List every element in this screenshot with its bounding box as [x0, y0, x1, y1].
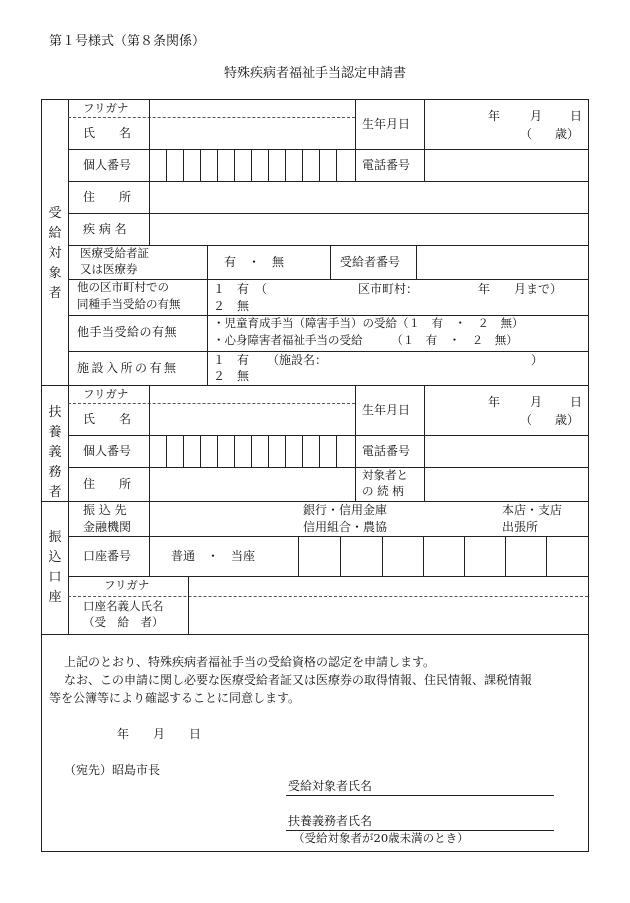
bank-institution-label-1: 振 込 先 [83, 503, 127, 517]
application-date[interactable]: 年 月 日 [117, 727, 202, 741]
guardian-sign-input[interactable] [390, 813, 550, 829]
recipient-disease-input[interactable] [154, 217, 582, 241]
declaration-line-1: 上記のとおり、特殊疾病者福祉手当の受給資格の認定を申請します。 [64, 655, 436, 669]
recipient-birth-year: 年 [488, 109, 501, 123]
bank-name-input[interactable] [154, 505, 294, 531]
guardian-age: 歳） [555, 413, 580, 427]
recipient-sign-label: 受給対象者氏名 [288, 779, 373, 793]
account-number-label: 口座番号 [83, 549, 132, 563]
facility-no[interactable]: ２ 無 [213, 369, 250, 383]
other-allowance-disability[interactable]: ・心身障害者福祉手当の受給 （１ 有 ・ ２ 無） [213, 333, 518, 347]
recipient-address-input[interactable] [154, 185, 582, 209]
guardian-address-label: 住 所 [83, 477, 132, 491]
facility-label: 施設入所の有無 [77, 361, 179, 375]
guardian-relation-label-2: の 続 柄 [362, 484, 404, 498]
guardian-phone-label: 電話番号 [362, 444, 411, 458]
recipient-furigana-label: フリガナ [83, 101, 129, 115]
recipient-birth-label: 生年月日 [362, 117, 411, 131]
guardian-phone-input[interactable] [430, 439, 582, 463]
guardian-birth-year: 年 [488, 395, 501, 409]
form-title: 特殊疾病者福祉手当認定申請書 [223, 66, 406, 81]
branch-type-2[interactable]: 出張所 [502, 520, 539, 534]
recipient-no-label: 受給者番号 [340, 255, 401, 269]
guardian-sign-note: （受給対象者が20歳未満のとき） [293, 831, 469, 845]
declaration-line-3: 等を公簿等により確認することに同意します。 [49, 691, 301, 705]
guardian-sign-label: 扶養義務者氏名 [288, 814, 373, 828]
guardian-birth-day: 日 [570, 395, 583, 409]
recipient-sign-input[interactable] [390, 778, 550, 794]
medical-cert-label-1: 医療受給者証 [80, 246, 149, 260]
bank-institution-label-2: 金融機関 [83, 520, 132, 534]
recipient-birth-month: 月 [530, 109, 543, 123]
other-allowance-label: 他手当受給の有無 [77, 325, 178, 339]
facility-yes[interactable]: １ 有 （施設名： [213, 353, 328, 367]
medical-cert-label-2: 又は医療券 [80, 262, 138, 276]
recipient-mynumber-label: 個人番号 [83, 158, 132, 172]
bank-type-1[interactable]: 銀行・信用金庫 [303, 503, 388, 517]
other-city-municipality: 区市町村： [358, 282, 419, 296]
recipient-name-label: 氏 名 [83, 126, 132, 140]
recipient-phone-label: 電話番号 [362, 158, 411, 172]
guardian-birth-month: 月 [530, 395, 543, 409]
recipient-phone-input[interactable] [430, 153, 582, 177]
recipient-age-open: （ [520, 127, 533, 141]
guardian-birth-label: 生年月日 [362, 403, 411, 417]
bank-section-label: 振込口座 [48, 530, 62, 605]
account-type-choice[interactable]: 普通 ・ 当座 [171, 549, 256, 563]
medical-cert-choice[interactable]: 有 ・ 無 [224, 255, 285, 269]
declaration-line-2: なお、この申請に関し必要な医療受給者証又は医療券の取得情報、住民情報、課税情報 [64, 673, 533, 687]
other-city-until: 年 月まで） [478, 282, 563, 296]
recipient-name-input[interactable] [154, 121, 349, 145]
recipient-disease-label: 疾 病 名 [83, 222, 127, 236]
other-city-no[interactable]: ２ 無 [213, 299, 250, 313]
guardian-age-open: （ [520, 413, 533, 427]
form-number: 第１号様式（第８条関係） [49, 34, 206, 49]
recipient-age: 歳） [555, 127, 580, 141]
facility-close: ） [531, 353, 544, 367]
guardian-furigana-label: フリガナ [83, 387, 129, 401]
account-holder-furigana-input[interactable] [194, 579, 582, 594]
other-city-yes[interactable]: １ 有 （ [213, 282, 268, 296]
recipient-address-label: 住 所 [83, 190, 132, 204]
recipient-section-label: 受給対象者 [48, 206, 62, 301]
guardian-mynumber-label: 個人番号 [83, 444, 132, 458]
account-holder-label-2: （受 給 者） [83, 615, 164, 629]
account-holder-furigana-label: フリガナ [104, 578, 150, 592]
guardian-name-label: 氏 名 [83, 412, 132, 426]
other-city-label-1: 他の区市町村での [77, 280, 169, 294]
account-holder-label-1: 口座名義人氏名 [83, 599, 164, 613]
other-allowance-child[interactable]: ・児童育成手当（障害手当）の受給（１ 有 ・ ２ 無） [213, 316, 524, 330]
bank-type-2[interactable]: 信用組合・農協 [303, 520, 388, 534]
guardian-relation-label-1: 対象者と [362, 468, 408, 482]
account-holder-input[interactable] [194, 602, 582, 628]
recipient-furigana-input[interactable] [154, 101, 349, 116]
guardian-section-label: 扶養義務者 [48, 405, 62, 500]
branch-type-1[interactable]: 本店・支店 [502, 503, 563, 517]
guardian-relation-input[interactable] [430, 472, 582, 496]
addressee: （宛先）昭島市長 [64, 763, 161, 777]
guardian-name-input[interactable] [154, 407, 349, 431]
branch-name-input[interactable] [400, 505, 495, 531]
recipient-birth-day: 日 [570, 109, 583, 123]
guardian-address-input[interactable] [154, 472, 349, 496]
other-city-label-2: 同種手当受給の有無 [77, 297, 181, 311]
guardian-furigana-input[interactable] [154, 387, 349, 402]
recipient-no-input[interactable] [421, 250, 581, 274]
